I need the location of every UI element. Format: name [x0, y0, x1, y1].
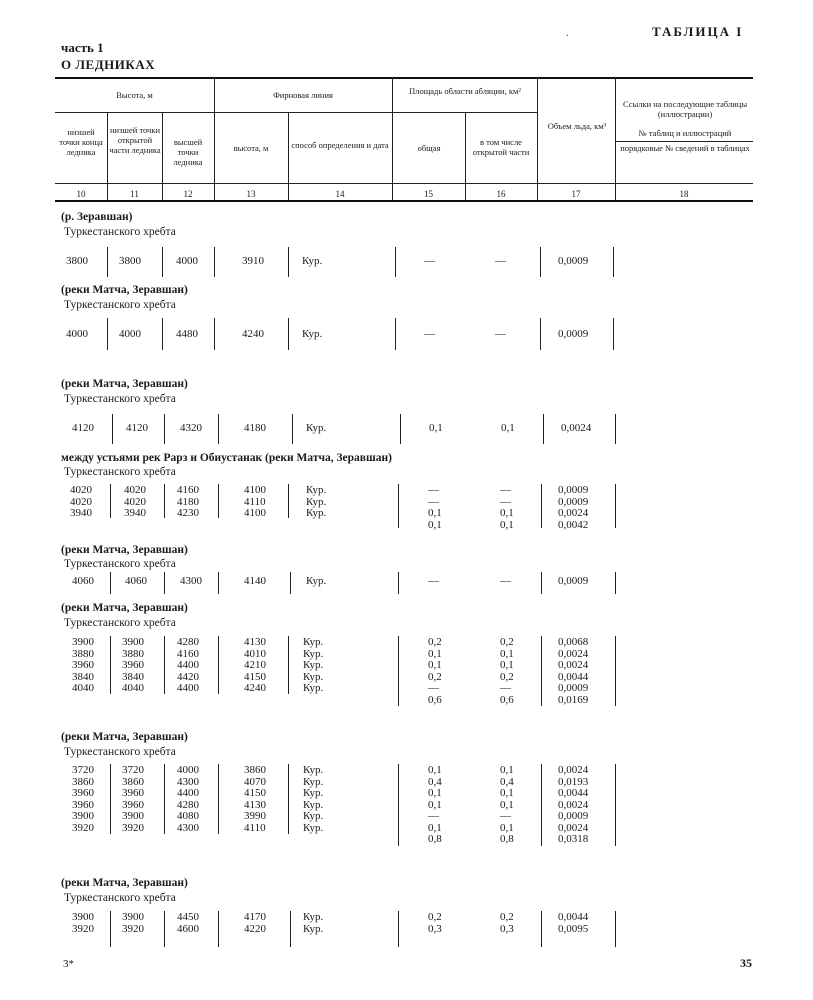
column-separator: [395, 318, 396, 350]
cell-c12: 4000 4300 4400 4280 4080 4300: [177, 764, 199, 834]
col-number: 13: [246, 189, 256, 199]
header-top-rule: [55, 77, 753, 79]
cell-c12: 4000: [176, 255, 198, 267]
cell-c15: — — 0,1 0,1: [428, 484, 442, 531]
col-16-header: в том числе открытой части: [472, 137, 530, 157]
col-number: 17: [571, 189, 581, 199]
column-separator: [164, 911, 165, 947]
cell-c14: Кур.: [302, 328, 323, 340]
col-number: 11: [130, 189, 139, 199]
cell-c17: 0,0009 0,0009 0,0024 0,0042: [558, 484, 589, 531]
cell-c17: 0,0068 0,0024 0,0024 0,0044 0,0009 0,0169: [558, 636, 589, 706]
cell-c16: —: [500, 575, 511, 587]
cell-c12: 4280 4160 4400 4420 4400: [177, 636, 199, 694]
cell-c10: 4020 4020 3940: [70, 484, 92, 519]
header-divider: [465, 112, 466, 200]
cell-c13: 3910: [242, 255, 264, 267]
column-separator: [107, 247, 108, 277]
column-separator: [164, 414, 165, 444]
section-ridge: Туркестанского хребта: [64, 892, 176, 904]
section-ridge: Туркестанского хребта: [64, 226, 176, 238]
column-separator: [164, 764, 165, 834]
col-10-header: низшей точки конца ледника: [59, 127, 103, 157]
cell-c14: Кур. Кур. Кур.: [306, 484, 327, 519]
cell-c13: 3860 4070 4150 4130 3990 4110: [244, 764, 266, 834]
col-18a-header: № таблиц и иллюстраций: [638, 128, 732, 138]
column-separator: [541, 484, 542, 528]
header-group-rule-left: [55, 112, 392, 113]
column-separator: [107, 318, 108, 350]
section-ridge: Туркестанского хребта: [64, 617, 176, 629]
column-separator: [540, 318, 541, 350]
section-ridge: Туркестанского хребта: [64, 299, 176, 311]
cell-c11: 4120: [126, 422, 148, 434]
column-separator: [218, 484, 219, 518]
column-separator: [218, 764, 219, 834]
header-divider: [107, 112, 108, 200]
section-title: (реки Матча, Зеравшан): [61, 378, 188, 390]
column-separator: [290, 911, 291, 947]
column-separator: [218, 572, 219, 594]
column-separator: [214, 318, 215, 350]
col-number: 16: [496, 189, 506, 199]
cell-c11: 4020 4020 3940: [124, 484, 146, 519]
column-separator: [110, 572, 111, 594]
cell-c10: 3720 3860 3960 3960 3900 3920: [72, 764, 94, 834]
signature-mark: 3*: [63, 958, 74, 970]
section-title: (реки Матча, Зеравшан): [61, 877, 188, 889]
column-separator: [541, 636, 542, 706]
cell-c11: 4000: [119, 328, 141, 340]
cell-c14: Кур. Кур. Кур. Кур. Кур.: [303, 636, 324, 694]
cell-c11: 4060: [125, 575, 147, 587]
column-separator: [541, 572, 542, 594]
col-group-refs: Ссылки на последующие таблицы (иллюстрации): [622, 99, 748, 119]
cell-c10: 4000: [66, 328, 88, 340]
section-title: между устьями рек Рарз и Обиустанак (реки Матча, Зеравшан): [61, 452, 392, 464]
col-12-header: высшей точки ледника: [173, 137, 203, 167]
column-separator: [615, 911, 616, 947]
cell-c16: 0,1 0,4 0,1 0,1 — 0,1 0,8: [500, 764, 514, 845]
cell-c16: —: [495, 328, 506, 340]
column-separator: [615, 572, 616, 594]
cell-c11: 3900 3920: [122, 911, 144, 935]
column-separator: [218, 911, 219, 947]
section-title: (р. Зеравшан): [61, 211, 133, 223]
cell-c13: 4240: [242, 328, 264, 340]
column-separator: [110, 764, 111, 834]
column-separator: [541, 764, 542, 846]
column-separator: [395, 247, 396, 277]
col-17-header: Объем льда, км³: [547, 121, 607, 131]
col-number: 15: [424, 189, 433, 199]
cell-c15: 0,1 0,4 0,1 0,1 — 0,1 0,8: [428, 764, 442, 845]
cell-c15: —: [428, 575, 439, 587]
col-group-firn: Фирновая линия: [273, 90, 333, 100]
cell-c10: 3900 3920: [72, 911, 94, 935]
cell-c14: Кур. Кур. Кур. Кур. Кур. Кур.: [303, 764, 324, 834]
col-number: 14: [335, 189, 345, 199]
column-separator: [110, 484, 111, 518]
column-separator: [540, 247, 541, 277]
cell-c12: 4450 4600: [177, 911, 199, 935]
cell-c12: 4300: [180, 575, 202, 587]
column-separator: [398, 572, 399, 594]
page-number: 35: [740, 956, 752, 970]
header-divider: [537, 77, 538, 200]
column-separator: [400, 414, 401, 444]
cell-c14: Кур.: [306, 422, 327, 434]
header-divider: [392, 77, 393, 200]
cell-c14: Кур.: [302, 255, 323, 267]
col-13-header: высота, м: [233, 143, 269, 153]
section-ridge: Туркестанского хребта: [64, 393, 176, 405]
column-separator: [162, 247, 163, 277]
col-15-header: общая: [417, 143, 441, 153]
cell-c17: 0,0009: [558, 328, 589, 340]
table-title: ТАБЛИЦА I: [652, 24, 744, 39]
col-11-header: низшей точки открытой части ледника: [109, 125, 161, 155]
cell-c10: 3800: [66, 255, 88, 267]
column-separator: [162, 318, 163, 350]
column-separator: [398, 484, 399, 528]
header-ref-rule: [615, 141, 753, 142]
cell-c17: 0,0009: [558, 575, 589, 587]
cell-c10: 4060: [72, 575, 94, 587]
cell-c16: —: [495, 255, 506, 267]
header-mid-rule: [55, 183, 753, 184]
section-title: (реки Матча, Зеравшан): [61, 544, 188, 556]
cell-c16: 0,2 0,1 0,1 0,2 — 0,6: [500, 636, 514, 706]
col-18b-header: порядковые № сведений в таблицах: [620, 143, 750, 153]
cell-c13: 4130 4010 4210 4150 4240: [244, 636, 266, 694]
cell-c15: 0,1: [429, 422, 443, 434]
cell-c16: 0,1: [501, 422, 515, 434]
column-separator: [615, 764, 616, 846]
column-separator: [543, 414, 544, 444]
column-separator: [292, 414, 293, 444]
column-separator: [110, 636, 111, 694]
cell-c17: 0,0009: [558, 255, 589, 267]
column-separator: [164, 484, 165, 518]
cell-c11: 3720 3860 3960 3960 3900 3920: [122, 764, 144, 834]
col-14-header: способ определения и дата: [291, 140, 389, 150]
section-title: (реки Матча, Зеравшан): [61, 284, 188, 296]
cell-c15: 0,2 0,3: [428, 911, 442, 935]
column-separator: [288, 247, 289, 277]
column-separator: [218, 414, 219, 444]
cell-c15: —: [424, 255, 435, 267]
cell-c13: 4100 4110 4100: [244, 484, 266, 519]
cell-c13: 4170 4220: [244, 911, 266, 935]
header-divider: [615, 77, 616, 200]
column-separator: [164, 636, 165, 694]
column-separator: [398, 636, 399, 706]
column-separator: [615, 484, 616, 528]
cell-c16: — — 0,1 0,1: [500, 484, 514, 531]
header-bottom-rule: [55, 200, 753, 202]
cell-c17: 0,0044 0,0095: [558, 911, 589, 935]
cell-c14: Кур. Кур.: [303, 911, 324, 935]
col-group-height: Высота, м: [116, 90, 153, 100]
column-separator: [290, 572, 291, 594]
cell-c10: 3900 3880 3960 3840 4040: [72, 636, 94, 694]
column-separator: [112, 414, 113, 444]
column-separator: [613, 247, 614, 277]
cell-c10: 4120: [72, 422, 94, 434]
cell-c15: —: [424, 328, 435, 340]
cell-c12: 4160 4180 4230: [177, 484, 199, 519]
header-divider: [162, 112, 163, 200]
column-separator: [288, 484, 289, 518]
cell-c14: Кур.: [306, 575, 327, 587]
col-number: 10: [76, 189, 86, 199]
part-label: часть 1: [61, 40, 104, 55]
column-separator: [615, 636, 616, 706]
cell-c12: 4480: [176, 328, 198, 340]
column-separator: [214, 247, 215, 277]
col-number: 12: [183, 189, 193, 199]
cell-c17: 0,0024: [561, 422, 592, 434]
cell-c11: 3800: [119, 255, 141, 267]
cell-c15: 0,2 0,1 0,1 0,2 — 0,6: [428, 636, 442, 706]
column-separator: [541, 911, 542, 947]
column-separator: [218, 636, 219, 694]
cell-c13: 4180: [244, 422, 266, 434]
stray-mark: .: [566, 28, 569, 39]
section-ridge: Туркестанского хребта: [64, 746, 176, 758]
column-separator: [288, 764, 289, 834]
page-subtitle: О ЛЕДНИКАХ: [61, 57, 156, 72]
cell-c17: 0,0024 0,0193 0,0044 0,0024 0,0009 0,0024 0,0318: [558, 764, 589, 845]
column-separator: [613, 318, 614, 350]
col-number: 18: [679, 189, 689, 199]
header-divider: [288, 112, 289, 200]
cell-c11: 3900 3880 3960 3840 4040: [122, 636, 144, 694]
cell-c12: 4320: [180, 422, 202, 434]
cell-c16: 0,2 0,3: [500, 911, 514, 935]
column-separator: [398, 911, 399, 947]
section-title: (реки Матча, Зеравшан): [61, 602, 188, 614]
section-title: (реки Матча, Зеравшан): [61, 731, 188, 743]
column-separator: [110, 911, 111, 947]
column-separator: [164, 572, 165, 594]
column-separator: [615, 414, 616, 444]
col-group-ablation: Площадь области абляции, км²: [409, 86, 521, 96]
column-separator: [398, 764, 399, 846]
cell-c13: 4140: [244, 575, 266, 587]
section-ridge: Туркестанского хребта: [64, 558, 176, 570]
section-ridge: Туркестанского хребта: [64, 466, 176, 478]
column-separator: [288, 636, 289, 694]
column-separator: [288, 318, 289, 350]
